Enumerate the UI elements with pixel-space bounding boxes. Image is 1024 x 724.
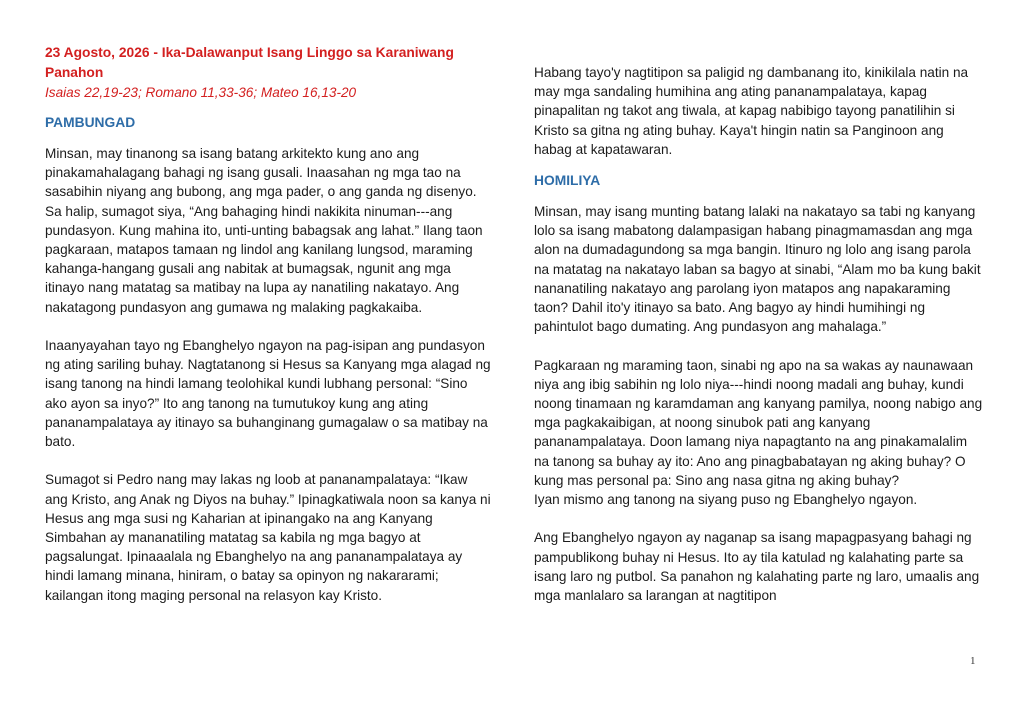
- right-column: [534, 63, 984, 605]
- scripture-readings: Isaias 22,19-23; Romano 11,33-36; Mateo 16,13-20: [45, 85, 357, 100]
- section-heading-homiliya: HOMILIYA: [534, 173, 601, 189]
- paragraph: Inaanyayahan tayo ng Ebanghelyo ngayon na pag-isipan ang pundasyon ng ating sariling buhay. Nagtatanong si Hesus sa Kanyang mga alagad ng isang tanong na hindi lamang teolohikal kundi lubhang personal: “Sino ako ayon sa inyo?” Ito ang tanong na tumutukoy kung ang ating pananampalataya ay itinayo sa buhanginang gumagalaw o sa matibay na bato.: [45, 338, 491, 450]
- page-title: 23 Agosto, 2026 - Ika-Dalawanput Isang Linggo sa Karaniwang Panahon: [45, 45, 454, 80]
- paragraph: Habang tayo'y nagtitipon sa paligid ng dambanang ito, kinikilala natin na may mga sandaling humihina ang ating pananampalataya, kapag pinapalitan ng takot ang tiwala, at kapag nabibigo tayong panatilihin si Kristo sa gitna ng ating buhay. Kaya't hingin natin sa Panginoon ang habag at kapatawaran.: [534, 65, 969, 157]
- paragraph: Sumagot si Pedro nang may lakas ng loob at pananampalataya: “Ikaw ang Kristo, ang Anak ng Diyos na buhay.” Ipinagkatiwala noon sa kanya ni Hesus ang mga susi ng Kaharian at ipinangako na ang Kanyang Simbahan ay mananatiling matatag sa kabila ng mga bagyo at pagsalungat. Ipinaaalala ng Ebanghelyo na ang pananampalataya ay hindi lamang minana, hiniram, o batay sa opinyon ng nakararami; kailangan itong maging personal na relasyon kay Kristo.: [45, 472, 491, 603]
- paragraph: Ang Ebanghelyo ngayon ay naganap sa isang mapagpasyang bahagi ng pampublikong buhay ni Hesus. Ito ay tila katulad ng kalahating parte sa isang laro ng putbol. Sa panahon ng kalahating parte ng laro, umaalis ang mga manlalaro sa larangan at nagtitipon: [534, 530, 980, 604]
- paragraph: Iyan mismo ang tanong na siyang puso ng Ebanghelyo ngayon.: [534, 492, 918, 508]
- paragraph: Minsan, may tinanong sa isang batang arkitekto kung ano ang pinakamahalagang bahagi ng isang gusali. Inaasahan ng mga tao na sasabihin niyang ang bubong, ang mga pader, o ang ganda ng disenyo. Sa halip, sumagot siya, “Ang bahaging hindi nakikita ninuman---ang pundasyon. Kung mahina ito, unti-unting babagsak ang lahat.” Ilang taon pagkaraan, matapos tamaan ng lindol ang kanilang lungsod, maraming kahanga-hangang gusali ang nabitak at bumagsak, ngunit ang mga itinayo nang matatag sa matibay na lupa ay nanatiling nakatayo. Ang nakatagong pundasyon ang gumawa ng malaking pagkakaiba.: [45, 146, 483, 315]
- paragraph: Minsan, may isang munting batang lalaki na nakatayo sa tabi ng kanyang lolo sa isang mabatong dalampasigan habang pinagmamasdan ang mga alon na dumadagundong sa mga bangin. Itinuro ng lolo ang isang parola na matatag na nakatayo laban sa bagyo at sinabi, “Alam mo ba kung bakit nananatiling nakatayo ang parolang iyon matapos ang napakaraming taon? Dahil ito'y itinayo sa bato. Ang bagyo ay hindi humihingi ng pahintulot bago dumating. Ang pundasyon ang mahalaga.”: [534, 204, 981, 335]
- page-number: 1: [970, 655, 976, 667]
- paragraph: Pagkaraan ng maraming taon, sinabi ng apo na sa wakas ay naunawaan niya ang ibig sabihin ng lolo niya---hindi noong madali ang buhay, kundi noong tinamaan ng karamdaman ang kanyang pamilya, noong nabigo ang mga pagkakaibigan, at noong sinubok pati ang kanyang pananampalataya. Doon lamang niya napagtanto na ang pinakamalalim na tanong sa buhay ay ito: Ano ang pinagbabatayan ng aking buhay? O kung mas personal pa: Sino ang nasa gitna ng aking buhay?: [534, 357, 983, 488]
- section-heading-pambungad: PAMBUNGAD: [45, 115, 136, 130]
- left-column: [45, 43, 492, 624]
